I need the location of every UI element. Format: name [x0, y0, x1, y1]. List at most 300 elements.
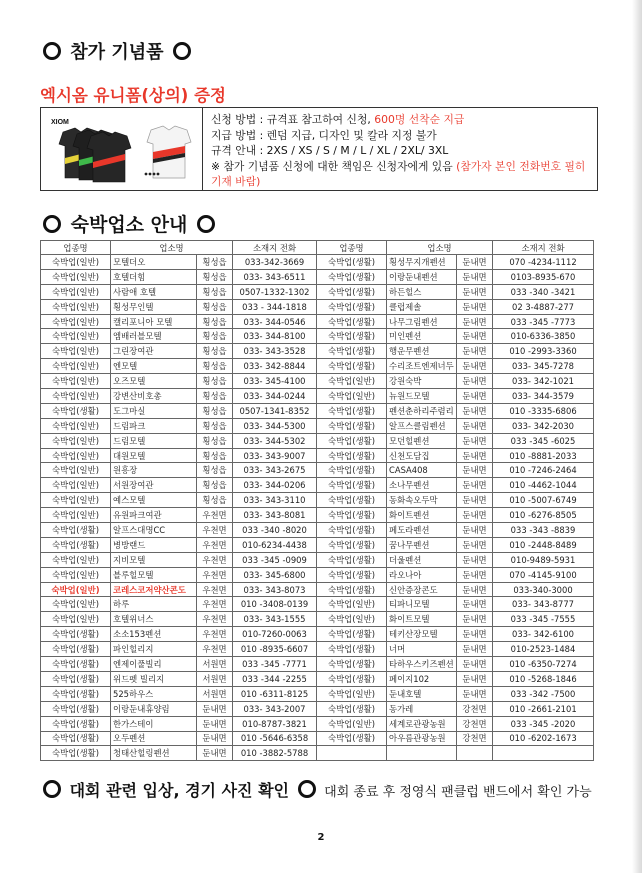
cell-location: 둔내면: [197, 731, 233, 746]
cell-type: 숙박업(생활): [41, 657, 111, 672]
table-row: [41, 746, 594, 761]
cell-location: 횡성읍: [197, 493, 233, 508]
cell-location: 둔내면: [457, 686, 493, 701]
cell-type: 숙박업(일반): [41, 567, 111, 582]
cell-location: 강천면: [457, 701, 493, 716]
cell-location: 횡성읍: [197, 374, 233, 389]
cell-type: 숙박업(일반): [41, 418, 111, 433]
cell-name: 횡성무인텔: [111, 299, 197, 314]
cell-location: 둔내면: [457, 344, 493, 359]
cell-location: 횡성읍: [197, 269, 233, 284]
cell-type: 숙박업(생활): [317, 448, 387, 463]
cell-name: 하루: [111, 597, 197, 612]
table-row: [41, 597, 594, 612]
cell-phone: 033- 343-9007: [233, 448, 317, 463]
cell-phone: 010-8787-3821: [233, 716, 317, 731]
cell-name: 캘리포니아 모텔: [111, 314, 197, 329]
cell-type: 숙박업(일반): [41, 389, 111, 404]
cell-name: 사람애 호텔: [111, 284, 197, 299]
cell-location: 둔내면: [457, 523, 493, 538]
table-row: [41, 418, 594, 433]
table-row: [41, 642, 594, 657]
cell-phone: 033- 343-6511: [233, 269, 317, 284]
cell-phone: [493, 746, 594, 761]
cell-name: 뉴원드모텔: [387, 389, 457, 404]
cell-name: 서원장여관: [111, 478, 197, 493]
cell-location: 우천면: [197, 582, 233, 597]
cell-location: 횡성읍: [197, 255, 233, 270]
cell-type: 숙박업(생활): [41, 671, 111, 686]
cell-type: 숙박업(일반): [41, 493, 111, 508]
table-row: [41, 389, 594, 404]
cell-location: 둔내면: [457, 537, 493, 552]
cell-type: 숙박업(생활): [41, 746, 111, 761]
cell-type: 숙박업(생활): [317, 627, 387, 642]
bullet-circle-icon: [43, 42, 61, 60]
cell-name: 알프스대명CC: [111, 523, 197, 538]
cell-type: 숙박업(생활): [317, 701, 387, 716]
cell-type: 숙박업(생활): [317, 731, 387, 746]
cell-name: 호텔위너스: [111, 612, 197, 627]
cell-type: 숙박업(생활): [41, 642, 111, 657]
cell-name: 둔내호텔: [387, 686, 457, 701]
table-row: [41, 582, 594, 597]
cell-phone: 033- 342-8844: [233, 359, 317, 374]
uniform-photo: [41, 108, 203, 190]
cell-phone: 033 -345 -6025: [493, 433, 594, 448]
cell-name: 엔제이풀빌리: [111, 657, 197, 672]
cell-phone: 010 -3408-0139: [233, 597, 317, 612]
cell-type: 숙박업(생활): [317, 582, 387, 597]
cell-phone: 010 -3335-6806: [493, 403, 594, 418]
cell-name: 오즈모텔: [111, 374, 197, 389]
cell-type: [317, 746, 387, 761]
cell-name: 오두펜션: [111, 731, 197, 746]
header-type: 업종명: [317, 241, 387, 255]
cell-type: 숙박업(일반): [41, 314, 111, 329]
cell-phone: 0507-1332-1302: [233, 284, 317, 299]
cell-phone: 033- 343-2007: [233, 701, 317, 716]
cell-phone: 033 -340 -3421: [493, 284, 594, 299]
cell-location: 횡성읍: [197, 299, 233, 314]
cell-type: 숙박업(일반): [41, 582, 111, 597]
cell-phone: 033 -345 -2020: [493, 716, 594, 731]
cell-name: 파인힐리지: [111, 642, 197, 657]
cell-name: 지비모텔: [111, 552, 197, 567]
bullet-circle-icon: [43, 215, 61, 233]
cell-phone: 010-6336-3850: [493, 329, 594, 344]
table-row: [41, 627, 594, 642]
cell-phone: 0103-8935-670: [493, 269, 594, 284]
cell-location: 둔내면: [457, 374, 493, 389]
cell-name: 원흥장: [111, 463, 197, 478]
cell-type: 숙박업(생활): [317, 671, 387, 686]
cell-phone: 010 -7246-2464: [493, 463, 594, 478]
cell-name: 화이트펜션: [387, 508, 457, 523]
cell-phone: 033- 343-8081: [233, 508, 317, 523]
cell-name: 위드펫 빌리지: [111, 671, 197, 686]
cell-name: 이랑둔내펜션: [387, 269, 457, 284]
table-row: [41, 612, 594, 627]
cell-phone: 033 -345 -7555: [493, 612, 594, 627]
cell-location: 서원면: [197, 657, 233, 672]
gift-subtitle: 엑시옴 유니폼(상의) 증정: [40, 86, 226, 105]
cell-phone: 033-340-3000: [493, 582, 594, 597]
cell-name: 모텔더오: [111, 255, 197, 270]
cell-name: 엠배러블모텔: [111, 329, 197, 344]
bullet-circle-icon: [197, 215, 215, 233]
cell-location: 둔내면: [457, 269, 493, 284]
cell-phone: 033- 345-6800: [233, 567, 317, 582]
cell-type: 숙박업(생활): [317, 403, 387, 418]
cell-type: 숙박업(일반): [41, 344, 111, 359]
cell-type: 숙박업(일반): [317, 686, 387, 701]
cell-phone: 010-2523-1484: [493, 642, 594, 657]
cell-name: 수리조트엔제너두: [387, 359, 457, 374]
cell-phone: 033- 344-8100: [233, 329, 317, 344]
cell-type: 숙박업(일반): [41, 359, 111, 374]
cell-type: 숙박업(일반): [317, 374, 387, 389]
cell-type: 숙박업(생활): [317, 463, 387, 478]
cell-name: 동화속오두막: [387, 493, 457, 508]
cell-type: 숙박업(일반): [41, 597, 111, 612]
table-row: [41, 344, 594, 359]
cell-phone: 010 -6202-1673: [493, 731, 594, 746]
cell-phone: 010-6234-4438: [233, 537, 317, 552]
cell-location: 둔내면: [457, 478, 493, 493]
table-row: [41, 493, 594, 508]
table-row: [41, 448, 594, 463]
section-title-lodging-text: 숙박업소 안내: [70, 214, 188, 236]
cell-name: 이랑둔내휴양림: [111, 701, 197, 716]
header-name: 업소명: [111, 241, 233, 255]
cell-location: 서원면: [197, 671, 233, 686]
cell-location: 횡성읍: [197, 344, 233, 359]
cell-type: 숙박업(생활): [317, 567, 387, 582]
cell-location: 횡성읍: [197, 478, 233, 493]
table-row: [41, 552, 594, 567]
cell-type: 숙박업(생활): [317, 359, 387, 374]
cell-phone: 033 -342 -7500: [493, 686, 594, 701]
cell-phone: 033- 345-7278: [493, 359, 594, 374]
cell-type: 숙박업(일반): [41, 433, 111, 448]
cell-phone: 010 -6276-8505: [493, 508, 594, 523]
cell-type: 숙박업(생활): [41, 523, 111, 538]
header-name: 업소명: [387, 241, 493, 255]
gift-line-apply: 신청 방법 : 규격표 참고하여 신청, 600명 선착순 지급: [211, 113, 465, 126]
cell-type: 숙박업(일반): [41, 612, 111, 627]
cell-type: 숙박업(일반): [41, 255, 111, 270]
cell-name: 아우름관광농원: [387, 731, 457, 746]
cell-type: 숙박업(생활): [317, 537, 387, 552]
cell-name: 강변산비호총: [111, 389, 197, 404]
cell-phone: 010 -3882-5788: [233, 746, 317, 761]
cell-name: 라오나아: [387, 567, 457, 582]
lodging-table-body: [41, 255, 594, 761]
cell-name: 강원숙박: [387, 374, 457, 389]
cell-type: 숙박업(생활): [317, 269, 387, 284]
cell-location: 우천면: [197, 537, 233, 552]
cell-type: 숙박업(일반): [41, 478, 111, 493]
table-header-row: [41, 241, 594, 255]
cell-location: 횡성읍: [197, 314, 233, 329]
cell-phone: 010 -5007-6749: [493, 493, 594, 508]
cell-name: 드림모텔: [111, 433, 197, 448]
table-row: [41, 701, 594, 716]
gift-info-box: [40, 107, 598, 191]
cell-name: [387, 746, 457, 761]
cell-phone: 033 - 344-1818: [233, 299, 317, 314]
cell-phone: 033 -344 -2255: [233, 671, 317, 686]
cell-name: 하든힐스: [387, 284, 457, 299]
cell-type: 숙박업(일반): [41, 329, 111, 344]
cell-phone: 033- 342-1021: [493, 374, 594, 389]
cell-name: 알프스클림펜션: [387, 418, 457, 433]
cell-phone: 033 -343 -8839: [493, 523, 594, 538]
cell-type: 숙박업(생활): [317, 329, 387, 344]
cell-location: 횡성읍: [197, 463, 233, 478]
section-title-photos-text: 대회 관련 입상, 경기 사진 확인: [69, 781, 289, 800]
cell-phone: 010 -2993-3360: [493, 344, 594, 359]
cell-phone: 070 -4234-1112: [493, 255, 594, 270]
cell-phone: 033- 343-2675: [233, 463, 317, 478]
cell-phone: 033 -345 -7773: [493, 314, 594, 329]
cell-name: 테키산장모텔: [387, 627, 457, 642]
cell-name: 드림파크: [111, 418, 197, 433]
gift-line-sizes: 규격 안내 : 2XS / XS / S / M / L / XL / 2XL/ 3XL: [211, 144, 449, 157]
cell-phone: 033- 344-0244: [233, 389, 317, 404]
cell-location: 횡성읍: [197, 448, 233, 463]
cell-phone: 010-7260-0063: [233, 627, 317, 642]
cell-phone: 033- 343-8777: [493, 597, 594, 612]
uniform-shirts-illustration: [41, 108, 202, 190]
bullet-circle-icon: [43, 780, 61, 798]
cell-name: 페이지102: [387, 671, 457, 686]
cell-location: 둔내면: [457, 314, 493, 329]
cell-type: 숙박업(생활): [317, 642, 387, 657]
cell-location: 둔내면: [457, 612, 493, 627]
cell-phone: 033- 343-8073: [233, 582, 317, 597]
cell-phone: 010 -6350-7274: [493, 657, 594, 672]
cell-type: 숙박업(생활): [41, 731, 111, 746]
cell-name: 타하우스키즈펜션: [387, 657, 457, 672]
cell-location: 둔내면: [457, 657, 493, 672]
cell-location: 우천면: [197, 612, 233, 627]
cell-name: 클럽제솔: [387, 299, 457, 314]
table-row: [41, 299, 594, 314]
table-row: [41, 255, 594, 270]
cell-location: 둔내면: [457, 359, 493, 374]
cell-location: 둔내면: [457, 582, 493, 597]
cell-phone: 033- 342-2030: [493, 418, 594, 433]
cell-name: 한가스테이: [111, 716, 197, 731]
cell-location: 횡성읍: [197, 433, 233, 448]
cell-phone: 033 -340 -8020: [233, 523, 317, 538]
table-row: [41, 686, 594, 701]
cell-phone: 033- 344-5300: [233, 418, 317, 433]
cell-name: 화이트모텔: [387, 612, 457, 627]
cell-type: 숙박업(일반): [317, 716, 387, 731]
cell-phone: 033-342-3669: [233, 255, 317, 270]
cell-location: 횡성읍: [197, 403, 233, 418]
cell-location: 강천면: [457, 716, 493, 731]
header-phone: 소재지 전화: [493, 241, 594, 255]
cell-type: 숙박업(생활): [317, 255, 387, 270]
gift-line-distribution: 지급 방법 : 렌덤 지급, 디자인 및 칼라 지정 불가: [211, 128, 437, 142]
cell-type: 숙박업(일반): [41, 508, 111, 523]
cell-type: 숙박업(생활): [317, 418, 387, 433]
cell-location: 횡성읍: [197, 329, 233, 344]
cell-type: 숙박업(일반): [317, 597, 387, 612]
cell-location: 둔내면: [457, 403, 493, 418]
cell-phone: 033- 344-0546: [233, 314, 317, 329]
photos-note: 대회 종료 후 정영식 팬클럽 밴드에서 확인 가능: [324, 785, 592, 800]
cell-phone: 010 -5268-1846: [493, 671, 594, 686]
cell-phone: 010 -8935-6607: [233, 642, 317, 657]
table-row: [41, 716, 594, 731]
cell-location: 강천면: [457, 731, 493, 746]
cell-type: 숙박업(일반): [41, 284, 111, 299]
cell-type: 숙박업(생활): [41, 686, 111, 701]
cell-phone: 033- 343-3110: [233, 493, 317, 508]
cell-location: 둔내면: [457, 329, 493, 344]
cell-type: 숙박업(일반): [41, 552, 111, 567]
cell-phone: 033- 343-3528: [233, 344, 317, 359]
cell-name: 모던힐펜션: [387, 433, 457, 448]
section-title-lodging: [40, 210, 218, 237]
cell-location: 둔내면: [457, 493, 493, 508]
xiom-logo: XIOM: [51, 119, 69, 126]
cell-type: 숙박업(일반): [41, 374, 111, 389]
cell-location: 둔내면: [457, 284, 493, 299]
cell-location: 둔내면: [457, 433, 493, 448]
cell-phone: 0507-1341-8352: [233, 403, 317, 418]
cell-phone: 010 -2661-2101: [493, 701, 594, 716]
cell-location: 횡성읍: [197, 284, 233, 299]
cell-name: 소나무펜션: [387, 478, 457, 493]
cell-type: 숙박업(생활): [317, 508, 387, 523]
cell-phone: 033- 344-0206: [233, 478, 317, 493]
cell-phone: 010-9489-5931: [493, 552, 594, 567]
cell-location: 둔내면: [457, 627, 493, 642]
cell-phone: 010 -2448-8489: [493, 537, 594, 552]
cell-type: 숙박업(생활): [317, 299, 387, 314]
cell-name: 소소153펜션: [111, 627, 197, 642]
cell-type: 숙박업(일반): [41, 299, 111, 314]
cell-type: 숙박업(생활): [317, 344, 387, 359]
cell-type: 숙박업(생활): [317, 284, 387, 299]
cell-name: CASA408: [387, 463, 457, 478]
cell-type: 숙박업(생활): [41, 537, 111, 552]
cell-type: 숙박업(일반): [41, 269, 111, 284]
cell-type: 숙박업(생활): [41, 403, 111, 418]
table-row: [41, 508, 594, 523]
cell-type: 숙박업(생활): [317, 552, 387, 567]
cell-phone: 033 -345 -0909: [233, 552, 317, 567]
cell-phone: 010 -6311-8125: [233, 686, 317, 701]
table-row: [41, 374, 594, 389]
cell-location: 우천면: [197, 523, 233, 538]
table-row: [41, 433, 594, 448]
cell-type: 숙박업(생활): [317, 493, 387, 508]
cell-name: 청태산힐링펜션: [111, 746, 197, 761]
cell-phone: 033 -345 -7771: [233, 657, 317, 672]
cell-location: 둔내면: [197, 746, 233, 761]
cell-type: 숙박업(생활): [317, 433, 387, 448]
table-row: [41, 359, 594, 374]
table-row: [41, 269, 594, 284]
cell-type: 숙박업(생활): [317, 657, 387, 672]
cell-name: 도그마실: [111, 403, 197, 418]
cell-phone: 033- 342-6100: [493, 627, 594, 642]
section-title-photos: [40, 778, 592, 801]
cell-name: 신안증장콘도: [387, 582, 457, 597]
cell-name: 행운무펜션: [387, 344, 457, 359]
cell-type: 숙박업(생활): [41, 627, 111, 642]
cell-location: 서원면: [197, 686, 233, 701]
cell-location: 둔내면: [457, 642, 493, 657]
cell-location: 횡성읍: [197, 359, 233, 374]
cell-name: 예스모텔: [111, 493, 197, 508]
cell-location: 둔내면: [457, 508, 493, 523]
cell-location: 둔내면: [457, 299, 493, 314]
cell-name: 너머: [387, 642, 457, 657]
cell-location: 우천면: [197, 627, 233, 642]
cell-phone: 02 3-4887-277: [493, 299, 594, 314]
table-row: [41, 478, 594, 493]
table-row: [41, 329, 594, 344]
cell-phone: 033- 343-1555: [233, 612, 317, 627]
table-row: [41, 537, 594, 552]
cell-location: 우천면: [197, 508, 233, 523]
table-row: [41, 731, 594, 746]
cell-name: 호텔더힘: [111, 269, 197, 284]
table-row: [41, 567, 594, 582]
cell-name: 코레스코저약산콘도: [111, 582, 197, 597]
cell-type: 숙박업(생활): [317, 523, 387, 538]
cell-location: 둔내면: [457, 448, 493, 463]
cell-location: 둔내면: [457, 567, 493, 582]
cell-name: 동가레: [387, 701, 457, 716]
cell-location: 둔내면: [197, 701, 233, 716]
bullet-circle-icon: [298, 780, 316, 798]
cell-phone: 033- 345-4100: [233, 374, 317, 389]
table-row: [41, 314, 594, 329]
cell-name: 횡성무지개펜션: [387, 255, 457, 270]
cell-name: 대원모텔: [111, 448, 197, 463]
cell-name: 나무그림펜션: [387, 314, 457, 329]
section-title-gift-text: 참가 기념품: [70, 42, 164, 63]
gift-instructions: [211, 112, 595, 190]
cell-type: 숙박업(일반): [41, 463, 111, 478]
cell-location: 우천면: [197, 552, 233, 567]
cell-name: 미인펜션: [387, 329, 457, 344]
cell-location: 우천면: [197, 597, 233, 612]
cell-name: 신천도담집: [387, 448, 457, 463]
cell-location: 우천면: [197, 567, 233, 582]
cell-name: 525하우스: [111, 686, 197, 701]
cell-location: 둔내면: [457, 597, 493, 612]
bullet-circle-icon: [173, 42, 191, 60]
cell-location: 둔내면: [457, 418, 493, 433]
cell-name: 병방랜드: [111, 537, 197, 552]
cell-name: 그린장여관: [111, 344, 197, 359]
table-row: [41, 523, 594, 538]
cell-name: 블루힐모텔: [111, 567, 197, 582]
gift-line-notice: ※ 참가 기념품 신청에 대한 책임은 신청자에게 있음 (참가자 본인 전화번호 필히 기재 바람): [211, 159, 586, 188]
header-type: 업종명: [41, 241, 111, 255]
section-title-gift: [40, 38, 194, 64]
